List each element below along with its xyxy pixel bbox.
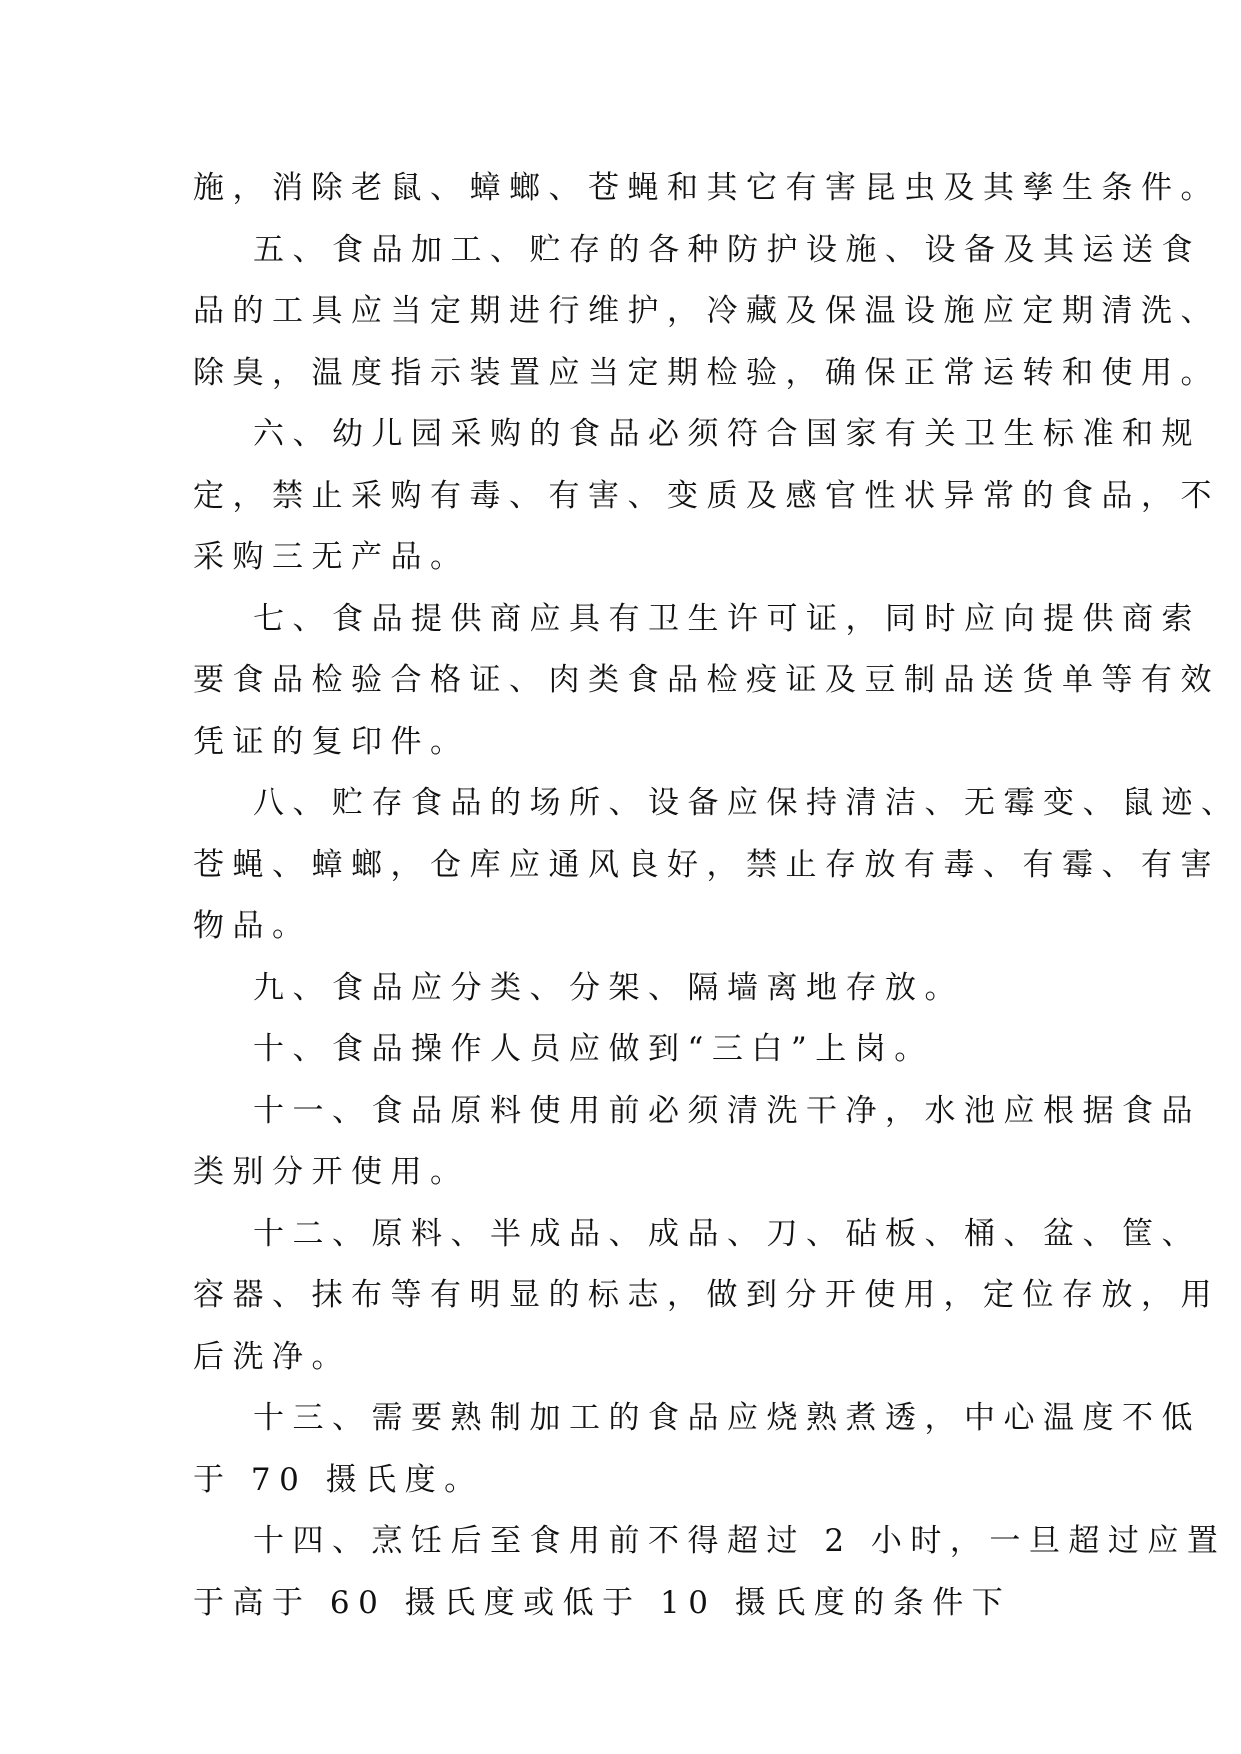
text-line: 定，禁止采购有毒、有害、变质及感官性状异常的食品，不 — [193, 477, 1220, 514]
text-line: 苍蝇、蟑螂，仓库应通风良好，禁止存放有毒、有霉、有害 — [193, 846, 1220, 883]
text-line: 凭证的复印件。 — [193, 723, 470, 760]
document-body — [193, 158, 1241, 1634]
text-line: 要食品检验合格证、肉类食品检疫证及豆制品送货单等有效 — [193, 662, 1220, 698]
text-line: 类别分开使用。 — [193, 1154, 470, 1190]
text-line: 九、食品应分类、分架、隔墙离地存放。 — [253, 969, 964, 1006]
text-line: 十四、烹饪后至食用前不得超过 2 小时，一旦超过应置 — [253, 1523, 1227, 1559]
text-line: 六、幼儿园采购的食品必须符合国家有关卫生标准和规 — [253, 416, 1201, 452]
text-line: 除臭，温度指示装置应当定期检验，确保正常运转和使用。 — [193, 354, 1220, 391]
text-line: 七、食品提供商应具有卫生许可证，同时应向提供商索 — [253, 600, 1201, 637]
text-line: 物品。 — [193, 908, 312, 944]
text-line: 于 70 摄氏度。 — [193, 1461, 484, 1498]
text-line: 施，消除老鼠、蟑螂、苍蝇和其它有害昆虫及其孳生条件。 — [193, 170, 1220, 206]
text-line: 十、食品操作人员应做到“三白”上岗。 — [253, 1031, 934, 1067]
text-line: 十二、原料、半成品、成品、刀、砧板、桶、盆、筐、 — [253, 1215, 1201, 1252]
text-line: 八、贮存食品的场所、设备应保持清洁、无霉变、鼠迹、 — [253, 785, 1241, 821]
text-line: 十一、食品原料使用前必须清洗干净，水池应根据食品 — [253, 1092, 1201, 1129]
text-line: 于高于 60 摄氏度或低于 10 摄氏度的条件下 — [193, 1584, 1012, 1621]
text-line: 五、食品加工、贮存的各种防护设施、设备及其运送食 — [253, 231, 1201, 268]
text-line: 后洗净。 — [193, 1338, 351, 1375]
text-line: 采购三无产品。 — [193, 539, 470, 575]
text-line: 容器、抹布等有明显的标志，做到分开使用，定位存放，用 — [193, 1277, 1220, 1313]
text-line: 十三、需要熟制加工的食品应烧熟煮透，中心温度不低 — [253, 1400, 1201, 1436]
text-line: 品的工具应当定期进行维护，冷藏及保温设施应定期清洗、 — [193, 293, 1220, 329]
